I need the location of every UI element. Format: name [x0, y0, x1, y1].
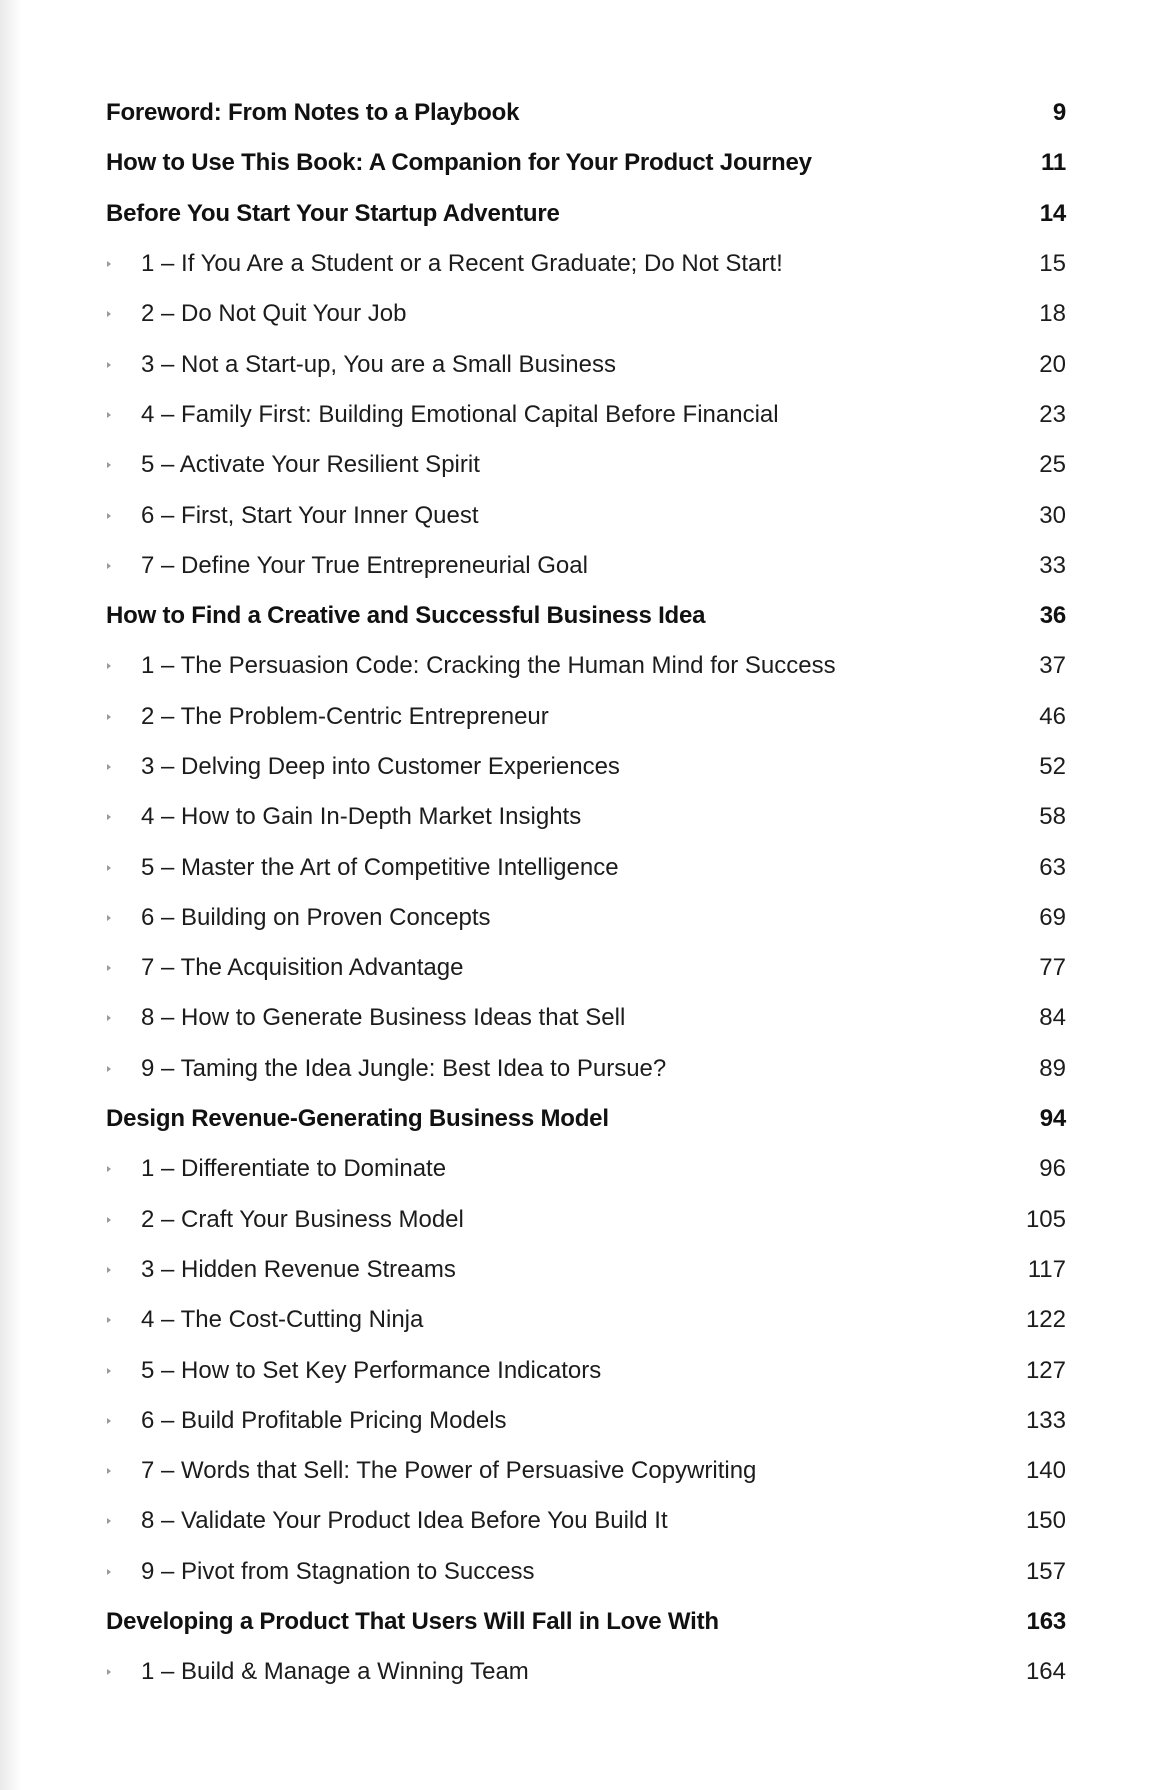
toc-entry-title: 7 – Define Your True Entrepreneurial Goal	[141, 551, 588, 579]
bullet-triangle-icon	[107, 1468, 111, 1474]
toc-chapter-entry[interactable]	[106, 239, 1066, 289]
toc-chapter-entry[interactable]	[106, 993, 1066, 1043]
bullet-triangle-icon	[107, 513, 111, 519]
toc-entry-title: How to Use This Book: A Companion for Your Product Journey	[106, 149, 812, 177]
toc-entry-title: 9 – Pivot from Stagnation to Success	[141, 1557, 535, 1585]
toc-entry-title: 4 – How to Gain In-Depth Market Insights	[141, 803, 582, 831]
bullet-triangle-icon	[107, 1166, 111, 1172]
toc-entry-title: 3 – Hidden Revenue Streams	[141, 1255, 456, 1283]
toc-chapter-entry[interactable]	[106, 339, 1066, 389]
toc-chapter-entry[interactable]	[106, 1446, 1066, 1496]
toc-entry-page-number: 14	[1039, 199, 1066, 227]
toc-entry-title: 6 – First, Start Your Inner Quest	[141, 501, 479, 529]
toc-chapter-entry[interactable]	[106, 1245, 1066, 1295]
toc-chapter-entry[interactable]	[106, 1396, 1066, 1446]
toc-entry-page-number: 52	[1039, 753, 1066, 780]
toc-entry-title: 2 – Craft Your Business Model	[141, 1205, 464, 1233]
toc-entry-page-number: 36	[1039, 602, 1066, 630]
toc-entry-title: 2 – Do Not Quit Your Job	[141, 300, 407, 328]
toc-entry-page-number: 122	[1025, 1306, 1066, 1334]
bullet-triangle-icon	[107, 663, 111, 669]
bullet-triangle-icon	[107, 965, 111, 971]
toc-entry-page-number: 140	[1025, 1457, 1066, 1485]
bullet-triangle-icon	[107, 412, 111, 418]
bullet-triangle-icon	[107, 1368, 111, 1374]
toc-entry-title: Design Revenue-Generating Business Model	[106, 1105, 609, 1133]
toc-chapter-entry[interactable]	[106, 390, 1066, 440]
toc-chapter-entry[interactable]	[106, 541, 1066, 591]
toc-entry-title: 4 – Family First: Building Emotional Capital Before Financial	[141, 400, 779, 428]
toc-chapter-entry[interactable]	[106, 893, 1066, 943]
toc-chapter-entry[interactable]	[106, 1547, 1066, 1597]
toc-entry-page-number: 9	[1052, 99, 1066, 127]
page-edge-shadow	[0, 0, 22, 1790]
toc-entry-title: Before You Start Your Startup Adventure	[106, 199, 560, 227]
toc-entry-title: 7 – The Acquisition Advantage	[141, 954, 464, 982]
toc-entry-title: 8 – How to Generate Business Ideas that Sell	[141, 1004, 626, 1032]
toc-entry-page-number: 63	[1039, 853, 1066, 881]
toc-entry-page-number: 105	[1025, 1205, 1066, 1233]
toc-chapter-entry[interactable]	[106, 440, 1066, 490]
toc-entry-page-number: 117	[1027, 1255, 1066, 1283]
toc-entry-title: 7 – Words that Sell: The Power of Persuasive Copywriting	[141, 1457, 757, 1485]
toc-entry-page-number: 23	[1039, 400, 1066, 428]
toc-section-entry[interactable]	[106, 189, 1066, 239]
toc-entry-page-number: 30	[1039, 501, 1066, 529]
bullet-triangle-icon	[107, 563, 111, 569]
toc-entry-title: 6 – Build Profitable Pricing Models	[141, 1406, 507, 1434]
toc-entry-page-number: 20	[1039, 350, 1066, 378]
bullet-triangle-icon	[107, 1669, 111, 1675]
toc-chapter-entry[interactable]	[106, 1345, 1066, 1395]
toc-entry-title: 1 – If You Are a Student or a Recent Graduate; Do Not Start!	[141, 250, 783, 278]
bullet-triangle-icon	[107, 714, 111, 720]
toc-chapter-entry[interactable]	[106, 1044, 1066, 1094]
toc-entry-page-number: 163	[1026, 1608, 1066, 1636]
bullet-triangle-icon	[107, 311, 111, 317]
toc-entry-page-number: 46	[1039, 702, 1066, 730]
bullet-triangle-icon	[107, 915, 111, 921]
toc-chapter-entry[interactable]	[106, 792, 1066, 842]
bullet-triangle-icon	[107, 1418, 111, 1424]
toc-chapter-entry[interactable]	[106, 943, 1066, 993]
toc-chapter-entry[interactable]	[106, 1647, 1066, 1697]
toc-entry-title: 6 – Building on Proven Concepts	[141, 903, 491, 931]
toc-section-entry[interactable]	[106, 138, 1066, 188]
toc-section-entry[interactable]	[106, 1597, 1066, 1647]
bullet-triangle-icon	[107, 261, 111, 267]
toc-chapter-entry[interactable]	[106, 742, 1066, 792]
bullet-triangle-icon	[107, 814, 111, 820]
bullet-triangle-icon	[107, 1217, 111, 1223]
toc-entry-title: 1 – Build & Manage a Winning Team	[141, 1658, 529, 1686]
bullet-triangle-icon	[107, 1267, 111, 1273]
toc-entry-page-number: 18	[1039, 300, 1066, 328]
toc-chapter-entry[interactable]	[106, 692, 1066, 742]
toc-entry-page-number: 11	[1041, 149, 1066, 177]
table-of-contents	[106, 88, 1066, 1698]
bullet-triangle-icon	[107, 1066, 111, 1072]
bullet-triangle-icon	[107, 362, 111, 368]
toc-chapter-entry[interactable]	[106, 1144, 1066, 1194]
toc-entry-title: 3 – Delving Deep into Customer Experiences	[141, 753, 620, 780]
toc-entry-page-number: 96	[1039, 1155, 1066, 1183]
bullet-triangle-icon	[107, 462, 111, 468]
bullet-triangle-icon	[107, 764, 111, 770]
toc-section-entry[interactable]	[106, 1094, 1066, 1144]
bullet-triangle-icon	[107, 1569, 111, 1575]
toc-entry-page-number: 127	[1025, 1356, 1066, 1384]
bullet-triangle-icon	[107, 1317, 111, 1323]
toc-entry-title: 3 – Not a Start-up, You are a Small Business	[141, 350, 616, 378]
toc-entry-title: 1 – Differentiate to Dominate	[141, 1155, 447, 1183]
toc-entry-title: 5 – How to Set Key Performance Indicators	[141, 1356, 602, 1384]
toc-entry-title: Foreword: From Notes to a Playbook	[106, 99, 520, 127]
toc-entry-page-number: 77	[1039, 954, 1066, 982]
toc-entry-page-number: 69	[1039, 903, 1066, 931]
toc-entry-page-number: 37	[1039, 652, 1066, 680]
bullet-triangle-icon	[107, 865, 111, 871]
toc-chapter-entry[interactable]	[106, 1195, 1066, 1245]
toc-entry-title: How to Find a Creative and Successful Business Idea	[106, 602, 706, 630]
bullet-triangle-icon	[107, 1518, 111, 1524]
toc-entry-page-number: 89	[1039, 1054, 1066, 1082]
toc-entry-title: 1 – The Persuasion Code: Cracking the Human Mind for Success	[141, 652, 836, 680]
toc-entry-title: 8 – Validate Your Product Idea Before You Build It	[141, 1507, 668, 1535]
toc-section-entry[interactable]	[106, 88, 1066, 138]
toc-chapter-entry[interactable]	[106, 1496, 1066, 1546]
bullet-triangle-icon	[107, 1015, 111, 1021]
toc-chapter-entry[interactable]	[106, 1295, 1066, 1345]
toc-section-entry[interactable]	[106, 591, 1066, 641]
toc-entry-page-number: 164	[1025, 1658, 1066, 1686]
toc-entry-page-number: 33	[1039, 551, 1066, 579]
toc-chapter-entry[interactable]	[106, 289, 1066, 339]
toc-chapter-entry[interactable]	[106, 490, 1066, 540]
toc-entry-page-number: 133	[1025, 1406, 1066, 1434]
toc-chapter-entry[interactable]	[106, 842, 1066, 892]
toc-entry-page-number: 84	[1039, 1004, 1066, 1032]
toc-entry-page-number: 94	[1039, 1105, 1066, 1133]
toc-entry-title: 5 – Activate Your Resilient Spirit	[141, 451, 480, 479]
toc-entry-title: 5 – Master the Art of Competitive Intelligence	[141, 853, 619, 881]
toc-entry-title: Developing a Product That Users Will Fall in Love With	[106, 1608, 719, 1636]
toc-entry-page-number: 15	[1039, 250, 1066, 278]
toc-entry-page-number: 25	[1039, 451, 1066, 479]
toc-entry-page-number: 150	[1025, 1507, 1066, 1535]
toc-entry-title: 9 – Taming the Idea Jungle: Best Idea to Pursue?	[141, 1054, 667, 1082]
toc-chapter-entry[interactable]	[106, 641, 1066, 691]
toc-entry-page-number: 58	[1039, 803, 1066, 831]
toc-entry-title: 2 – The Problem-Centric Entrepreneur	[141, 702, 549, 730]
toc-entry-title: 4 – The Cost-Cutting Ninja	[141, 1306, 424, 1334]
toc-entry-page-number: 157	[1025, 1557, 1066, 1585]
